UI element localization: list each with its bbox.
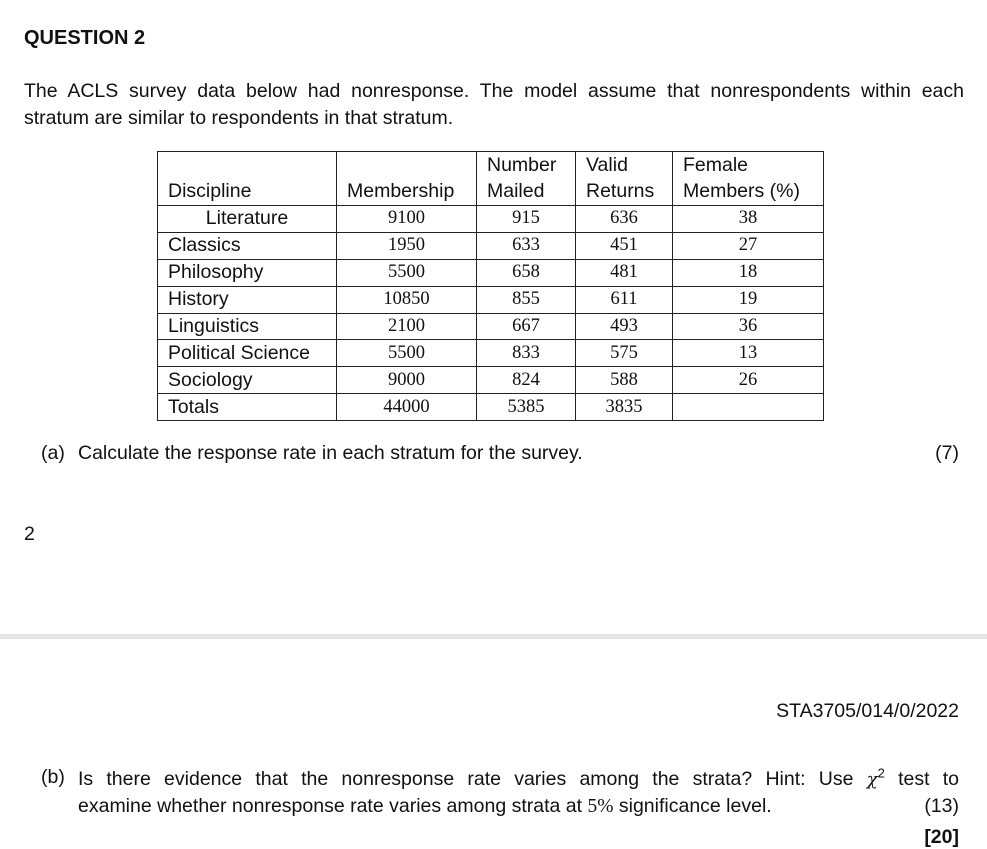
cell-female: 18 xyxy=(673,259,824,286)
cell-membership: 1950 xyxy=(337,232,477,259)
question-a-label: (a) xyxy=(41,442,65,464)
cell-female: 38 xyxy=(673,206,824,233)
question-b-line1: Is there evidence that the nonresponse rate varies among the strata? Hint: Use $\chi^2$ test to xyxy=(78,765,960,790)
table-row xyxy=(158,313,824,340)
significance-level: 5% xyxy=(587,796,614,817)
cell-discipline: Sociology xyxy=(158,367,337,394)
cell-returns: 575 xyxy=(576,340,673,367)
cell-discipline: Literature xyxy=(158,206,337,233)
cell-membership: 5500 xyxy=(337,340,477,367)
cell-mailed: 915 xyxy=(477,206,576,233)
question-a-text: Calculate the response rate in each stratum for the survey. xyxy=(78,442,583,464)
chi-square-symbol: χ xyxy=(866,769,878,790)
header-membership: Membership xyxy=(337,152,477,206)
cell-mailed: 633 xyxy=(477,232,576,259)
cell-mailed: 824 xyxy=(477,367,576,394)
table-row xyxy=(158,340,824,367)
question-a-marks: (7) xyxy=(935,442,959,464)
document-reference: STA3705/014/0/2022 xyxy=(776,700,959,722)
cell-totals-label: Totals xyxy=(158,394,337,421)
page-number: 2 xyxy=(24,523,35,545)
header-female-members: Female Members (%) xyxy=(673,152,824,206)
cell-discipline: History xyxy=(158,286,337,313)
question-b-label: (b) xyxy=(41,766,65,788)
cell-membership: 9100 xyxy=(337,206,477,233)
cell-membership: 2100 xyxy=(337,313,477,340)
cell-returns: 493 xyxy=(576,313,673,340)
table-row xyxy=(158,232,824,259)
table-row xyxy=(158,206,824,233)
page-divider xyxy=(0,634,987,639)
cell-total-membership: 44000 xyxy=(337,394,477,421)
cell-total-female xyxy=(673,394,824,421)
table-header-row xyxy=(158,152,824,206)
cell-mailed: 855 xyxy=(477,286,576,313)
question-heading: QUESTION 2 xyxy=(24,27,146,49)
cell-returns: 611 xyxy=(576,286,673,313)
cell-female: 13 xyxy=(673,340,824,367)
cell-membership: 9000 xyxy=(337,367,477,394)
question-b-line2: examine whether nonresponse rate varies among strata at 5% significance level. (13) xyxy=(78,795,959,817)
total-marks: [20] xyxy=(924,826,959,848)
question-b-marks: (13) xyxy=(924,795,959,817)
cell-discipline: Political Science xyxy=(158,340,337,367)
cell-female: 19 xyxy=(673,286,824,313)
header-valid-returns: Valid Returns xyxy=(576,152,673,206)
table-row xyxy=(158,367,824,394)
cell-total-mailed: 5385 xyxy=(477,394,576,421)
survey-table xyxy=(157,151,824,421)
cell-returns: 636 xyxy=(576,206,673,233)
cell-discipline: Linguistics xyxy=(158,313,337,340)
cell-female: 26 xyxy=(673,367,824,394)
cell-mailed: 658 xyxy=(477,259,576,286)
question-b-text xyxy=(78,766,959,820)
cell-mailed: 833 xyxy=(477,340,576,367)
cell-discipline: Classics xyxy=(158,232,337,259)
table-totals-row xyxy=(158,394,824,421)
intro-paragraph: The ACLS survey data below had nonresponse. The model assume that nonrespondents within each stratum are similar to respondents in that stratum. xyxy=(24,80,964,129)
cell-female: 27 xyxy=(673,232,824,259)
header-number-mailed: Number Mailed xyxy=(477,152,576,206)
cell-discipline: Philosophy xyxy=(158,259,337,286)
chi-exponent: 2 xyxy=(877,765,885,781)
header-discipline: Discipline xyxy=(158,152,337,206)
cell-membership: 5500 xyxy=(337,259,477,286)
cell-returns: 451 xyxy=(576,232,673,259)
table-row xyxy=(158,286,824,313)
cell-returns: 588 xyxy=(576,367,673,394)
table-row xyxy=(158,259,824,286)
cell-total-returns: 3835 xyxy=(576,394,673,421)
cell-returns: 481 xyxy=(576,259,673,286)
cell-membership: 10850 xyxy=(337,286,477,313)
cell-female: 36 xyxy=(673,313,824,340)
cell-mailed: 667 xyxy=(477,313,576,340)
